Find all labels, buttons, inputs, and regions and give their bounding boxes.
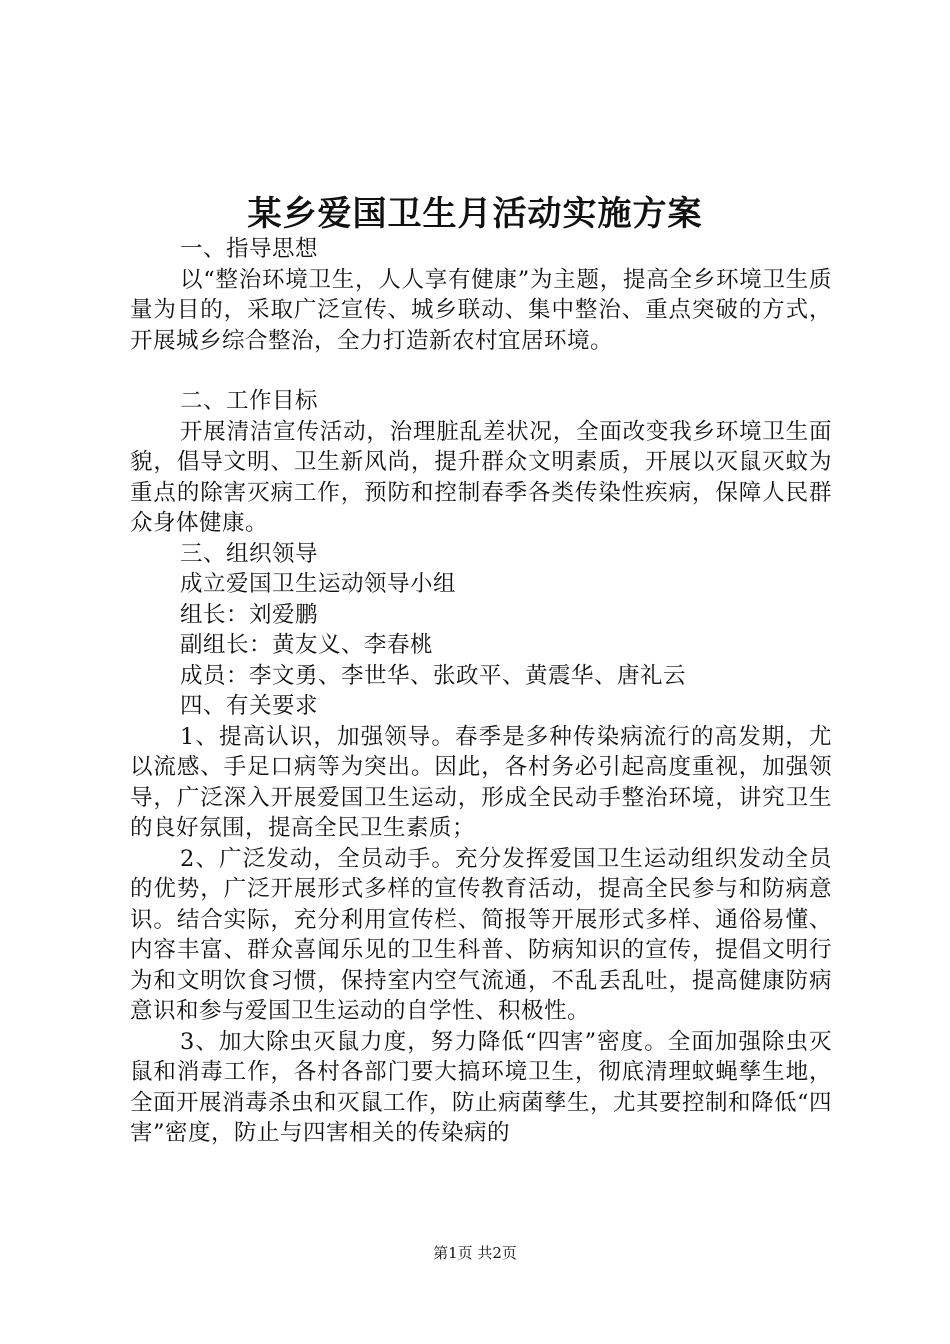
section-heading-work-goals: 二、工作目标 <box>180 388 319 414</box>
page-footer: 第1页 共2页 <box>433 1244 517 1262</box>
paragraph-gap <box>130 356 832 386</box>
paragraph-requirement-3: 3、加大除虫灭鼠力度，努力降低“四害”密度。全面加强除虫灭鼠和消毒工作，各村各部门要大搞环境卫生，彻底清理蚊蝇孳生地，全面开展消毒杀虫和灭鼠工作，防止病菌孳生，尤其要控制和降低“四害”密度，防止与四害相关的传染病的 <box>130 1028 833 1146</box>
section-heading-guiding-ideology: 一、指导思想 <box>180 236 319 262</box>
organization-line-group: 成立爱国卫生运动领导小组 <box>180 571 457 597</box>
section-heading-requirements: 四、有关要求 <box>180 693 319 719</box>
paragraph-requirement-1: 1、提高认识，加强领导。春季是多种传染病流行的高发期，尤以流感、手足口病等为突出。因此，各村务必引起高度重视，加强领导，广泛深入开展爱国卫生运动，形成全民动手整治环境，讲究卫生的良好氛围，提高全民卫生素质； <box>130 723 832 841</box>
section-heading-organization: 三、组织领导 <box>180 540 319 567</box>
document-title: 某乡爱国卫生月活动实施方案 <box>247 194 703 234</box>
organization-line-members: 成员：李文勇、李世华、张政平、黄震华、唐礼云 <box>180 662 687 689</box>
organization-line-deputy: 副组长：黄友义、李春桃 <box>180 632 434 658</box>
organization-line-leader: 组长：刘爱鹏 <box>180 601 319 628</box>
paragraph-work-goals: 开展清洁宣传活动，治理脏乱差状况，全面改变我乡环境卫生面貌，倡导文明、卫生新风尚，提升群众文明素质，开展以灭鼠灭蚊为重点的除害灭病工作，预防和控制春季各类传染性疾病，保障人民群众身体健康。 <box>130 418 832 536</box>
document-body <box>130 234 832 1149</box>
paragraph-guiding-ideology: 以“整治环境卫生，人人享有健康”为主题，提高全乡环境卫生质量为目的，采取广泛宣传、城乡联动、集中整治、重点突破的方式，开展城乡综合整治，全力打造新农村宜居环境。 <box>130 266 832 354</box>
paragraph-requirement-2: 2、广泛发动，全员动手。充分发挥爱国卫生运动组织发动全员的优势，广泛开展形式多样的宣传教育活动，提高全民参与和防病意识。结合实际，充分利用宣传栏、简报等开展形式多样、通俗易懂、内容丰富、群众喜闻乐见的卫生科普、防病知识的宣传，提倡文明行为和文明饮食习惯，保持室内空气流通，不乱丢乱吐，提高健康防病意识和参与爱国卫生运动的自学性、积极性。 <box>130 845 832 1024</box>
